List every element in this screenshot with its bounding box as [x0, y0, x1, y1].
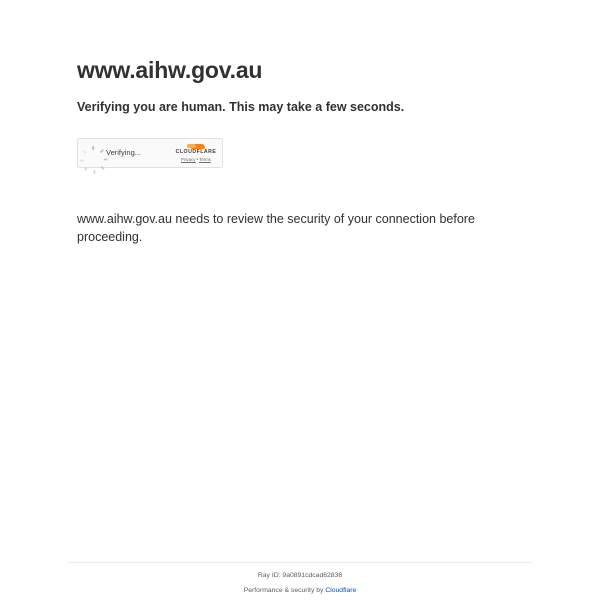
terms-link[interactable]: Terms — [199, 156, 211, 162]
ray-id: Ray ID: 9a0891cdcad62836 — [257, 572, 343, 579]
footer — [68, 562, 532, 594]
page-title: www.aihw.gov.au — [77, 57, 263, 83]
cloudflare-wordmark: CLOUDFLARE — [175, 148, 217, 155]
performance-credit-label: Performance & security by — [243, 587, 324, 594]
review-notice-text: www.aihw.gov.au needs to review the security of your connection before proceeding. — [77, 211, 475, 244]
verification-subtitle: Verifying you are human. This may take a few seconds. — [77, 100, 405, 115]
privacy-link[interactable]: Privacy — [181, 156, 196, 162]
verifying-status-text: Verifying... — [106, 148, 142, 158]
cloudflare-logo-icon — [187, 141, 205, 149]
performance-credit — [68, 587, 532, 594]
cloudflare-turnstile-widget[interactable] — [77, 138, 223, 168]
cloudflare-branding — [174, 140, 218, 166]
link-separator: • — [196, 156, 198, 162]
challenge-content — [77, 58, 537, 258]
widget-legal-links — [181, 158, 211, 162]
loading-spinner-icon — [86, 146, 100, 160]
cloudflare-link[interactable]: Cloudflare — [325, 587, 357, 594]
